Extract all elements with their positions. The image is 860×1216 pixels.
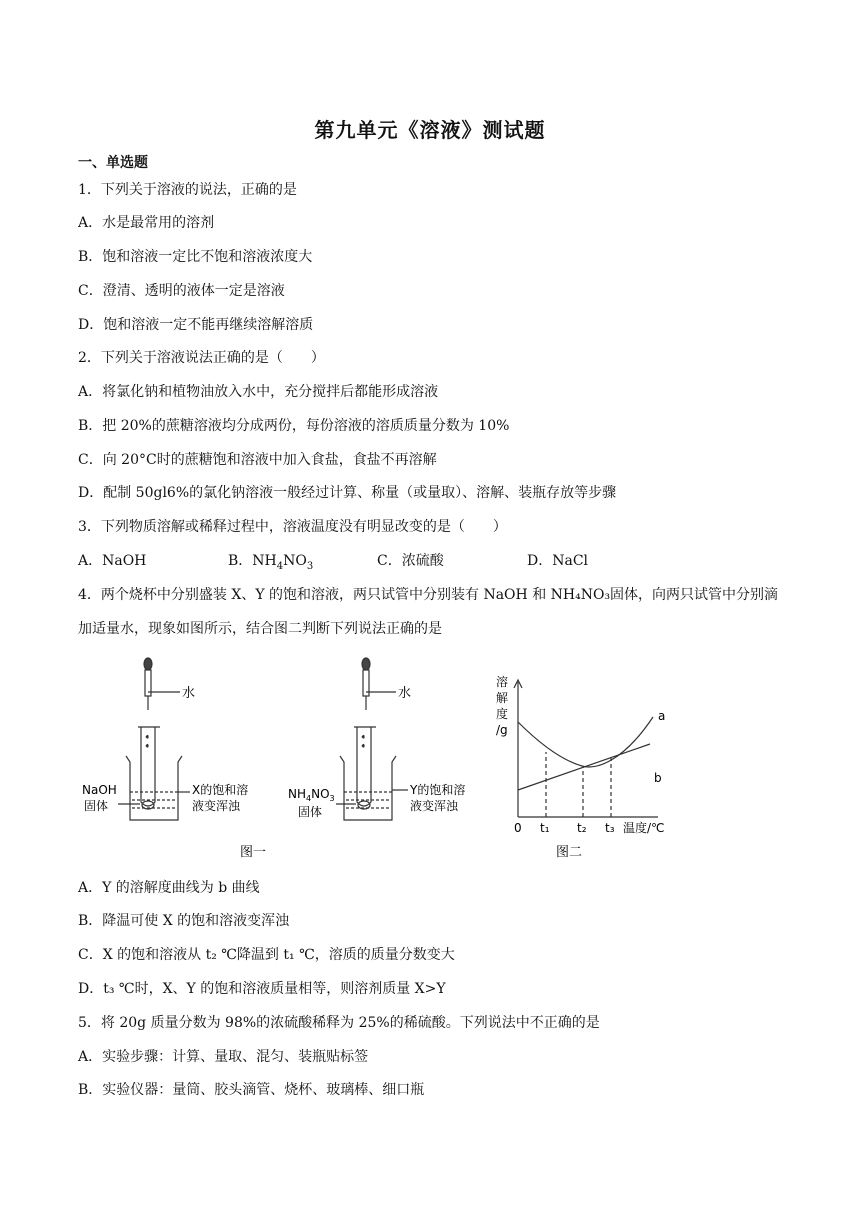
question-1-option-a: A．水是最常用的溶剂: [78, 215, 215, 231]
tick-t2: t₂: [577, 821, 587, 835]
solubility-graph: [514, 680, 658, 817]
nh4no3-label: $NH_4NO_3$: [288, 787, 335, 803]
question-4-option-c: C．X 的饱和溶液从 t₂ ℃降温到 t₁ ℃，溶质的质量分数变大: [78, 947, 455, 963]
test-tube-left-icon: [138, 727, 160, 806]
question-4-figure: [78, 652, 778, 862]
y-label-1: 溶: [496, 675, 509, 689]
question-2-stem: 2．下列关于溶液说法正确的是（ ）: [78, 350, 325, 366]
y-label-2: 解: [496, 691, 509, 705]
naoh-solid-label: 固体: [84, 799, 109, 813]
dropper-left-icon: [144, 658, 180, 710]
curve-a: [518, 717, 653, 767]
question-3-stem: 3．下列物质溶解或稀释过程中，溶液温度没有明显改变的是（ ）: [78, 519, 507, 535]
y-label-3: 度: [496, 707, 509, 721]
x-note-line1: X的饱和溶: [192, 783, 249, 797]
question-4-option-d: D．t₃ ℃时，X、Y 的饱和溶液质量相等，则溶剂质量 X>Y: [78, 981, 446, 997]
question-5-option-a: A．实验步骤：计算、量取、混匀、装瓶贴标签: [78, 1049, 369, 1065]
question-1-option-b: B．饱和溶液一定比不饱和溶液浓度大: [78, 249, 313, 265]
question-1-option-c: C．澄清、透明的液体一定是溶液: [78, 283, 285, 299]
curve-b: [518, 744, 650, 790]
question-1-stem: 1．下列关于溶液的说法，正确的是: [78, 182, 297, 198]
question-1-option-d: D．饱和溶液一定不能再继续溶解溶质: [78, 317, 314, 333]
question-2-option-c: C．向 20°C时的蔗糖饱和溶液中加入食盐，食盐不再溶解: [78, 452, 437, 468]
test-tube-right-icon: [354, 727, 376, 806]
naoh-label: NaOH: [82, 783, 117, 797]
question-4-stem: 4．两个烧杯中分别盛装 X、Y 的饱和溶液，两只试管中分别装有 NaOH 和 NH₄NO₃固体，向两只试管中分别滴加适量水，现象如图所示，结合图二判断下列说法正确的是: [78, 587, 779, 637]
y-note-line1: Y的饱和溶: [410, 783, 466, 797]
question-4-option-b: B．降温可使 X 的饱和溶液变浑浊: [78, 913, 290, 929]
y-note-line2: 液变浑浊: [410, 799, 459, 813]
tick-t3: t₃: [605, 821, 615, 835]
beaker-left-icon: [118, 756, 190, 820]
section-heading: 一、单选题: [78, 155, 148, 171]
question-5-stem: 5．将 20g 质量分数为 98%的浓硫酸稀释为 25%的稀硫酸。下列说法中不正确的是: [78, 1015, 600, 1031]
question-3-option-d: D．NaCl: [527, 553, 589, 569]
question-3-option-b: B．$NH_4NO_3$: [228, 553, 314, 572]
curve-a-label: a: [658, 709, 666, 723]
water-label-left: 水: [182, 686, 196, 701]
figure1-caption: 图一: [240, 845, 267, 860]
tick-t1: t₁: [540, 821, 550, 835]
origin-label: 0: [514, 821, 522, 835]
question-2-option-d: D．配制 50gl6%的氯化钠溶液一般经过计算、称量（或量取）、溶解、装瓶存放等步骤: [78, 485, 617, 501]
nh4no3-solid-label: 固体: [298, 805, 323, 819]
curve-b-label: b: [654, 771, 662, 785]
question-3-option-a: A．NaOH: [78, 553, 147, 569]
question-2-option-b: B．把 20%的蔗糖溶液均分成两份，每份溶液的溶质质量分数为 10%: [78, 418, 510, 434]
y-label-4: /g: [496, 723, 508, 737]
x-axis-label: 温度/℃: [623, 821, 665, 835]
question-2-option-a: A．将氯化钠和植物油放入水中，充分搅拌后都能形成溶液: [78, 384, 439, 400]
x-note-line2: 液变浑浊: [192, 799, 241, 813]
beaker-right-icon: [336, 756, 408, 820]
figure2-caption: 图二: [556, 845, 583, 860]
dropper-right-icon: [362, 658, 396, 710]
page-title: 第九单元《溶液》测试题: [314, 118, 546, 142]
water-label-right: 水: [398, 686, 412, 701]
question-3-option-c: C．浓硫酸: [377, 553, 444, 569]
question-4-option-a: A．Y 的溶解度曲线为 b 曲线: [78, 880, 260, 896]
question-5-option-b: B．实验仪器：量筒、胶头滴管、烧杯、玻璃棒、细口瓶: [78, 1082, 425, 1098]
